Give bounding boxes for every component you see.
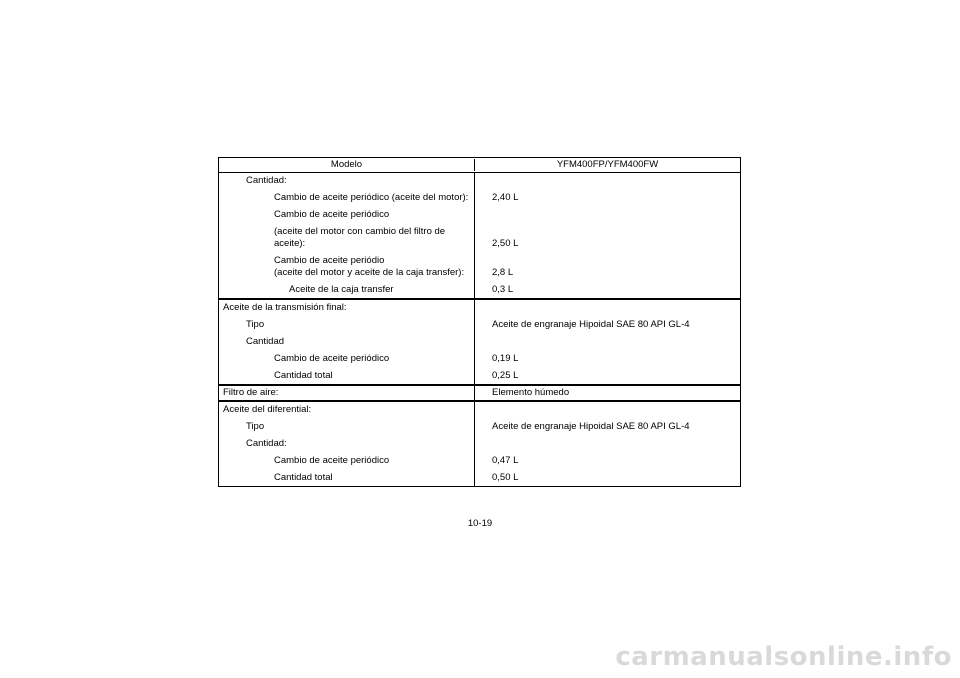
transfer-case-value: 0,3 L bbox=[492, 284, 514, 295]
air-filter-label: Filtro de aire: bbox=[223, 387, 279, 398]
final-transmission-quantity-label: Cantidad bbox=[246, 336, 285, 347]
periodic-transfer-value: 2,8 L bbox=[492, 267, 514, 278]
spec-table bbox=[218, 157, 741, 487]
table-row bbox=[219, 421, 740, 433]
differential-periodic-value: 0,47 L bbox=[492, 455, 519, 466]
periodic-filter-label-2: (aceite del motor con cambio del filtro de bbox=[274, 226, 446, 237]
table-row bbox=[219, 284, 740, 298]
differential-periodic-label: Cambio de aceite periódico bbox=[274, 455, 390, 466]
page-number: 10-19 bbox=[467, 518, 493, 529]
oil-quantity-section bbox=[219, 173, 740, 299]
header-model-value: YFM400FP/YFM400FW bbox=[556, 159, 659, 170]
transfer-case-label: Aceite de la caja transfer bbox=[289, 284, 394, 295]
table-row bbox=[219, 472, 740, 486]
final-transmission-periodic-label: Cambio de aceite periódico bbox=[274, 353, 390, 364]
air-filter-section bbox=[219, 385, 740, 401]
final-transmission-title: Aceite de la transmisión final: bbox=[223, 302, 347, 313]
table-row bbox=[219, 455, 740, 467]
periodic-change-value: 2,40 L bbox=[492, 192, 519, 203]
watermark: carmanualsonline.info bbox=[615, 642, 952, 672]
differential-total-label: Cantidad total bbox=[274, 472, 333, 483]
differential-title: Aceite del diferential: bbox=[223, 404, 312, 415]
table-row bbox=[219, 192, 740, 204]
periodic-transfer-label-2: (aceite del motor y aceite de la caja transfer): bbox=[274, 267, 465, 278]
table-row bbox=[219, 319, 740, 331]
header-model-label: Modelo bbox=[219, 159, 475, 171]
final-transmission-total-label: Cantidad total bbox=[274, 370, 333, 381]
final-transmission-section bbox=[219, 299, 740, 385]
air-filter-value: Elemento húmedo bbox=[492, 387, 570, 398]
final-transmission-periodic-value: 0,19 L bbox=[492, 353, 519, 364]
differential-type-label: Tipo bbox=[246, 421, 265, 432]
differential-type-value: Aceite de engranaje Hipoidal SAE 80 API GL-4 bbox=[492, 421, 690, 432]
final-transmission-type-label: Tipo bbox=[246, 319, 265, 330]
periodic-filter-label-1: Cambio de aceite periódico bbox=[274, 209, 390, 220]
table-row bbox=[219, 370, 740, 384]
table-row bbox=[219, 386, 740, 400]
table-row bbox=[219, 238, 740, 250]
oil-quantity-label: Cantidad: bbox=[246, 175, 287, 186]
periodic-filter-value: 2,50 L bbox=[492, 238, 519, 249]
periodic-filter-label-3: aceite): bbox=[274, 238, 306, 249]
table-row bbox=[219, 267, 740, 279]
differential-quantity-label: Cantidad: bbox=[246, 438, 287, 449]
differential-total-value: 0,50 L bbox=[492, 472, 519, 483]
periodic-change-label: Cambio de aceite periódico (aceite del motor): bbox=[274, 192, 469, 203]
table-row bbox=[219, 353, 740, 365]
final-transmission-type-value: Aceite de engranaje Hipoidal SAE 80 API GL-4 bbox=[492, 319, 690, 330]
table-header bbox=[219, 158, 740, 173]
final-transmission-total-value: 0,25 L bbox=[492, 370, 519, 381]
periodic-transfer-label-1: Cambio de aceite periódio bbox=[274, 255, 385, 266]
differential-section bbox=[219, 401, 740, 486]
